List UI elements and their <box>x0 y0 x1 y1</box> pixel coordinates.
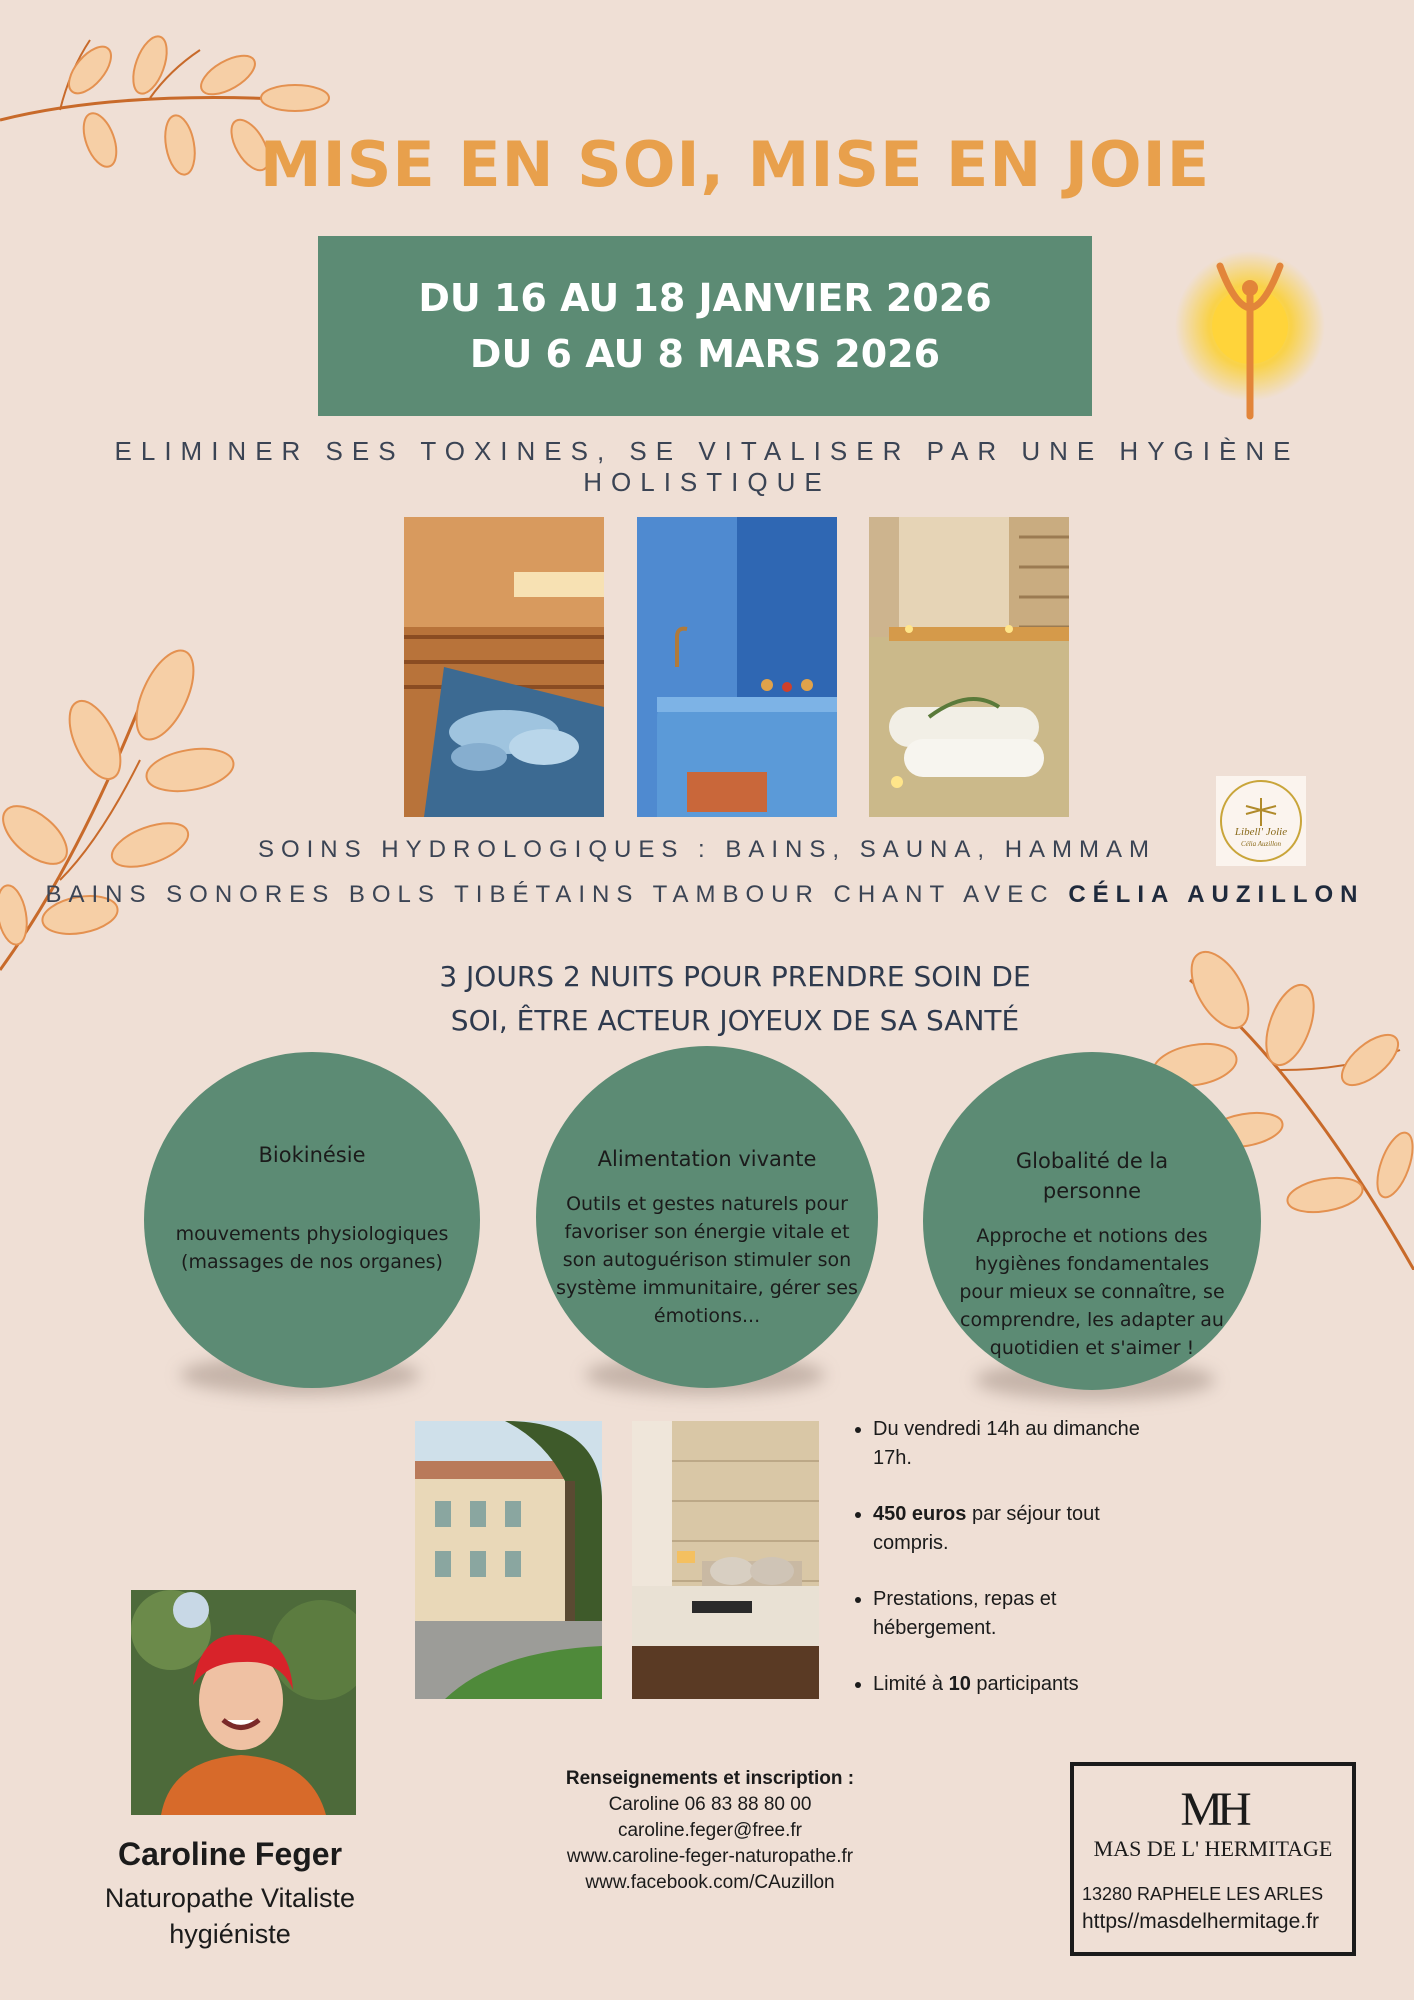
page-title: MISE EN SOI, MISE EN JOIE <box>259 128 1211 201</box>
subtitle-line-1: 3 JOURS 2 NUITS POUR PRENDRE SOIN DE <box>439 960 1031 993</box>
libell-logo-sub: Célia Auzillon <box>1240 840 1282 848</box>
circle-alimentation <box>536 1046 878 1388</box>
bains-name: CÉLIA AUZILLON <box>1068 881 1365 908</box>
info-price <box>873 1500 1173 1558</box>
libell-logo-text: Libell' Jolie <box>1234 826 1288 838</box>
info-schedule: • Du vendredi 14h au dimanche 17h. <box>873 1415 1173 1473</box>
venue-address: 13280 RAPHELE LES ARLES <box>1082 1884 1324 1904</box>
bains-line <box>0 881 1410 909</box>
person-job <box>85 1880 375 1952</box>
sun-figure-icon <box>1170 246 1330 426</box>
person-job-line-1: Naturopathe Vitaliste <box>104 1883 356 1913</box>
bedroom-photo <box>632 1421 819 1699</box>
leaf-branch-icon <box>0 640 250 980</box>
info-list <box>845 1415 1173 1726</box>
info-limit <box>873 1670 1173 1699</box>
massage-photo <box>869 517 1069 817</box>
circle-globalite <box>923 1052 1261 1390</box>
tagline: ELIMINER SES TOXINES, SE VITALISER PAR UNE HYGIÈNE HOLISTIQUE <box>114 436 1300 497</box>
person-name: Caroline Feger <box>117 1836 343 1872</box>
circle-title: Alimentation vivante <box>597 1147 817 1171</box>
date-line-2: DU 6 AU 8 MARS 2026 <box>469 332 941 376</box>
date-banner <box>318 236 1092 416</box>
circle-title: Globalité de la personne <box>1015 1149 1169 1203</box>
contact-email[interactable]: caroline.feger@free.fr <box>617 1820 803 1841</box>
bains-text: BAINS SONORES BOLS TIBÉTAINS TAMBOUR CHANT AVEC <box>45 881 1055 908</box>
circle-body: Approche et notions des hygiènes fondamentales pour mieux se connaître, se comprendre, les adapter au quotidien et s'aimer ! <box>959 1225 1225 1359</box>
contact-website[interactable]: www.caroline-feger-naturopathe.fr <box>566 1846 854 1867</box>
venue-logo: MH <box>1180 1783 1246 1836</box>
person-job-line-2: hygiéniste <box>169 1919 291 1949</box>
date-line-1: DU 16 AU 18 JANVIER 2026 <box>418 276 992 320</box>
venue-name: MAS DE L' HERMITAGE <box>1093 1836 1333 1861</box>
info-limit-suffix: participants <box>970 1673 1079 1695</box>
hammam-photo <box>637 517 837 817</box>
circle-body: Outils et gestes naturels pour favoriser son énergie vitale et son autoguérison stimuler son système immunitaire, gérer ses émotions... <box>556 1193 858 1327</box>
info-price-rest: par séjour tout compris. <box>873 1503 1100 1554</box>
sauna-photo <box>404 517 604 817</box>
circle-body: mouvements physiologiques (massages de nos organes) <box>175 1223 449 1273</box>
contact-facebook[interactable]: www.facebook.com/CAuzillon <box>585 1872 835 1893</box>
info-price-amount: 450 euros <box>873 1503 967 1525</box>
contact-heading: Renseignements et inscription : <box>565 1768 855 1789</box>
subtitle-line-2: SOI, ÊTRE ACTEUR JOYEUX DE SA SANTÉ <box>450 1004 1020 1037</box>
soins-line: SOINS HYDROLOGIQUES : BAINS, SAUNA, HAMMAM <box>257 836 1157 863</box>
contact-block <box>520 1766 900 1896</box>
info-services: • Prestations, repas et hébergement. <box>873 1585 1173 1643</box>
contact-phone[interactable]: Caroline 06 83 88 80 00 <box>608 1794 812 1815</box>
venue-logo-box <box>1070 1762 1356 1956</box>
circle-biokinesie <box>144 1052 480 1388</box>
building-photo <box>415 1421 602 1699</box>
info-limit-prefix: Limité à <box>873 1673 949 1695</box>
subtitle <box>380 955 1090 1043</box>
venue-url[interactable]: https//masdelhermitage.fr <box>1082 1910 1319 1933</box>
info-limit-count: 10 <box>948 1673 971 1695</box>
circle-title: Biokinésie <box>258 1143 366 1167</box>
portrait-photo <box>131 1590 356 1815</box>
